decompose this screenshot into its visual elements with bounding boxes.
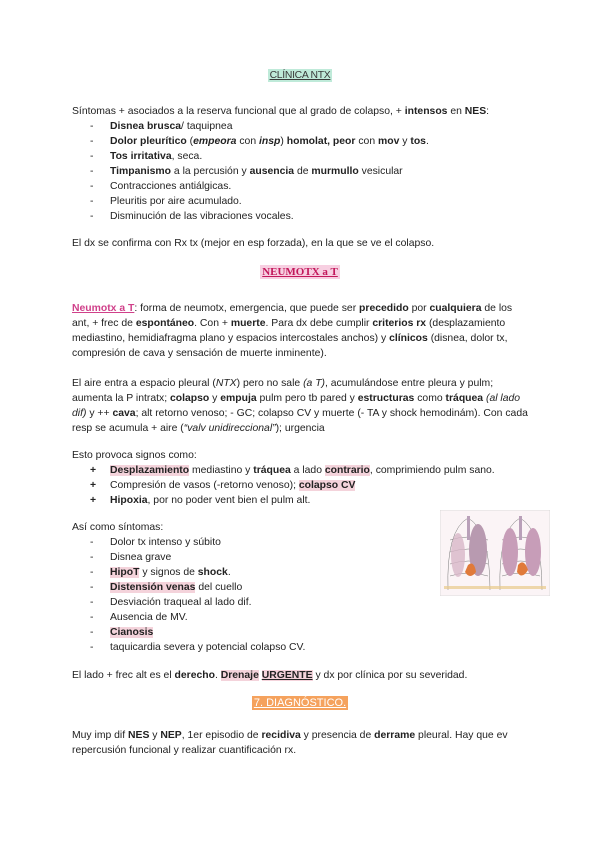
list-item: - taquicardia severa y potencial colapso CV. bbox=[90, 640, 305, 655]
list-item: - Disnea grave bbox=[90, 550, 305, 565]
list-item: - Disminución de las vibraciones vocales. bbox=[90, 209, 429, 224]
signos-list bbox=[90, 463, 495, 508]
list-item: - Pleuritis por aire acumulado. bbox=[90, 194, 429, 209]
list-item: - Disnea brusca/ taquipnea bbox=[90, 119, 429, 134]
list-item: - Distensión venas del cuello bbox=[90, 580, 305, 595]
paragraph-lado: El lado + frec alt es el derecho. Drenaje URGENTE y dx por clínica por su severidad. bbox=[72, 670, 468, 681]
paragraph-mecanismo: El aire entra a espacio pleural (NTX) pero no sale (a T), acumulándose entre pleura y pulm; aumenta la P intratx; colapso y empuja pulm pero tb pared y estructuras como tráquea (al lado dif) y ++ cava; alt retorno venoso; - GC; colapso CV y muerte (- TA y shock hemodinám). Con cada resp se acumula + aire (“valv unidireccional”); urgencia bbox=[72, 378, 528, 434]
paragraph-diagnostico: Muy imp dif NES y NEP, 1er episodio de recidiva y presencia de derrame pleural. Hay que ev repercusión funcional y realizar cuantificación rx. bbox=[72, 730, 508, 756]
list-item: - Ausencia de MV. bbox=[90, 610, 305, 625]
section-title-diagnostico: 7. DIAGNÓSTICO. bbox=[253, 697, 347, 709]
list-item: - Desviación traqueal al lado dif. bbox=[90, 595, 305, 610]
sintomas2-intro: Así como síntomas: bbox=[72, 522, 164, 533]
list-item: - Tos irritativa, seca. bbox=[90, 149, 429, 164]
list-item: + Hipoxia, por no poder vent bien el pulm alt. bbox=[90, 493, 495, 508]
section-title-neumotx: NEUMOTX a T bbox=[262, 266, 338, 278]
list-item: - Contracciones antiálgicas. bbox=[90, 179, 429, 194]
paragraph-definicion: Neumotx a T: forma de neumotx, emergencia, que puede ser precedido por cualquiera de los ant, + frec de espontáneo. Con + muerte. Para dx debe cumplir criterios rx (desplazamiento mediastino, hemidiafragma plano y espacios intercostales anchos) y clínicos (disnea, dolor tx, compresión de cava y sensación de muerte inminente). bbox=[72, 303, 513, 359]
list-item: - Cianosis bbox=[90, 625, 305, 640]
sintomas2-list bbox=[90, 535, 305, 655]
list-item: - Timpanismo a la percusión y ausencia de murmullo vesicular bbox=[90, 164, 429, 179]
signos-intro: Esto provoca signos como: bbox=[72, 450, 197, 461]
list-item: + Desplazamiento mediastino y tráquea a lado contrario, comprimiendo pulm sano. bbox=[90, 463, 495, 478]
list-item: - Dolor tx intenso y súbito bbox=[90, 535, 305, 550]
sintomas-list bbox=[90, 119, 429, 224]
section-title-clinica: CLÍNICA NTX bbox=[269, 70, 331, 81]
sintomas-intro: Síntomas + asociados a la reserva funcional que al grado de colapso, + intensos en NES: bbox=[72, 106, 490, 117]
list-item: - Dolor pleurítico (empeora con insp) homolat, peor con mov y tos. bbox=[90, 134, 429, 149]
dx-confirm: El dx se confirma con Rx tx (mejor en esp forzada), en la que se ve el colapso. bbox=[72, 238, 435, 249]
tension-pneumothorax-illustration bbox=[440, 510, 550, 596]
list-item: - HipoT y signos de shock. bbox=[90, 565, 305, 580]
list-item: + Compresión de vasos (-retorno venoso); colapso CV bbox=[90, 478, 495, 493]
